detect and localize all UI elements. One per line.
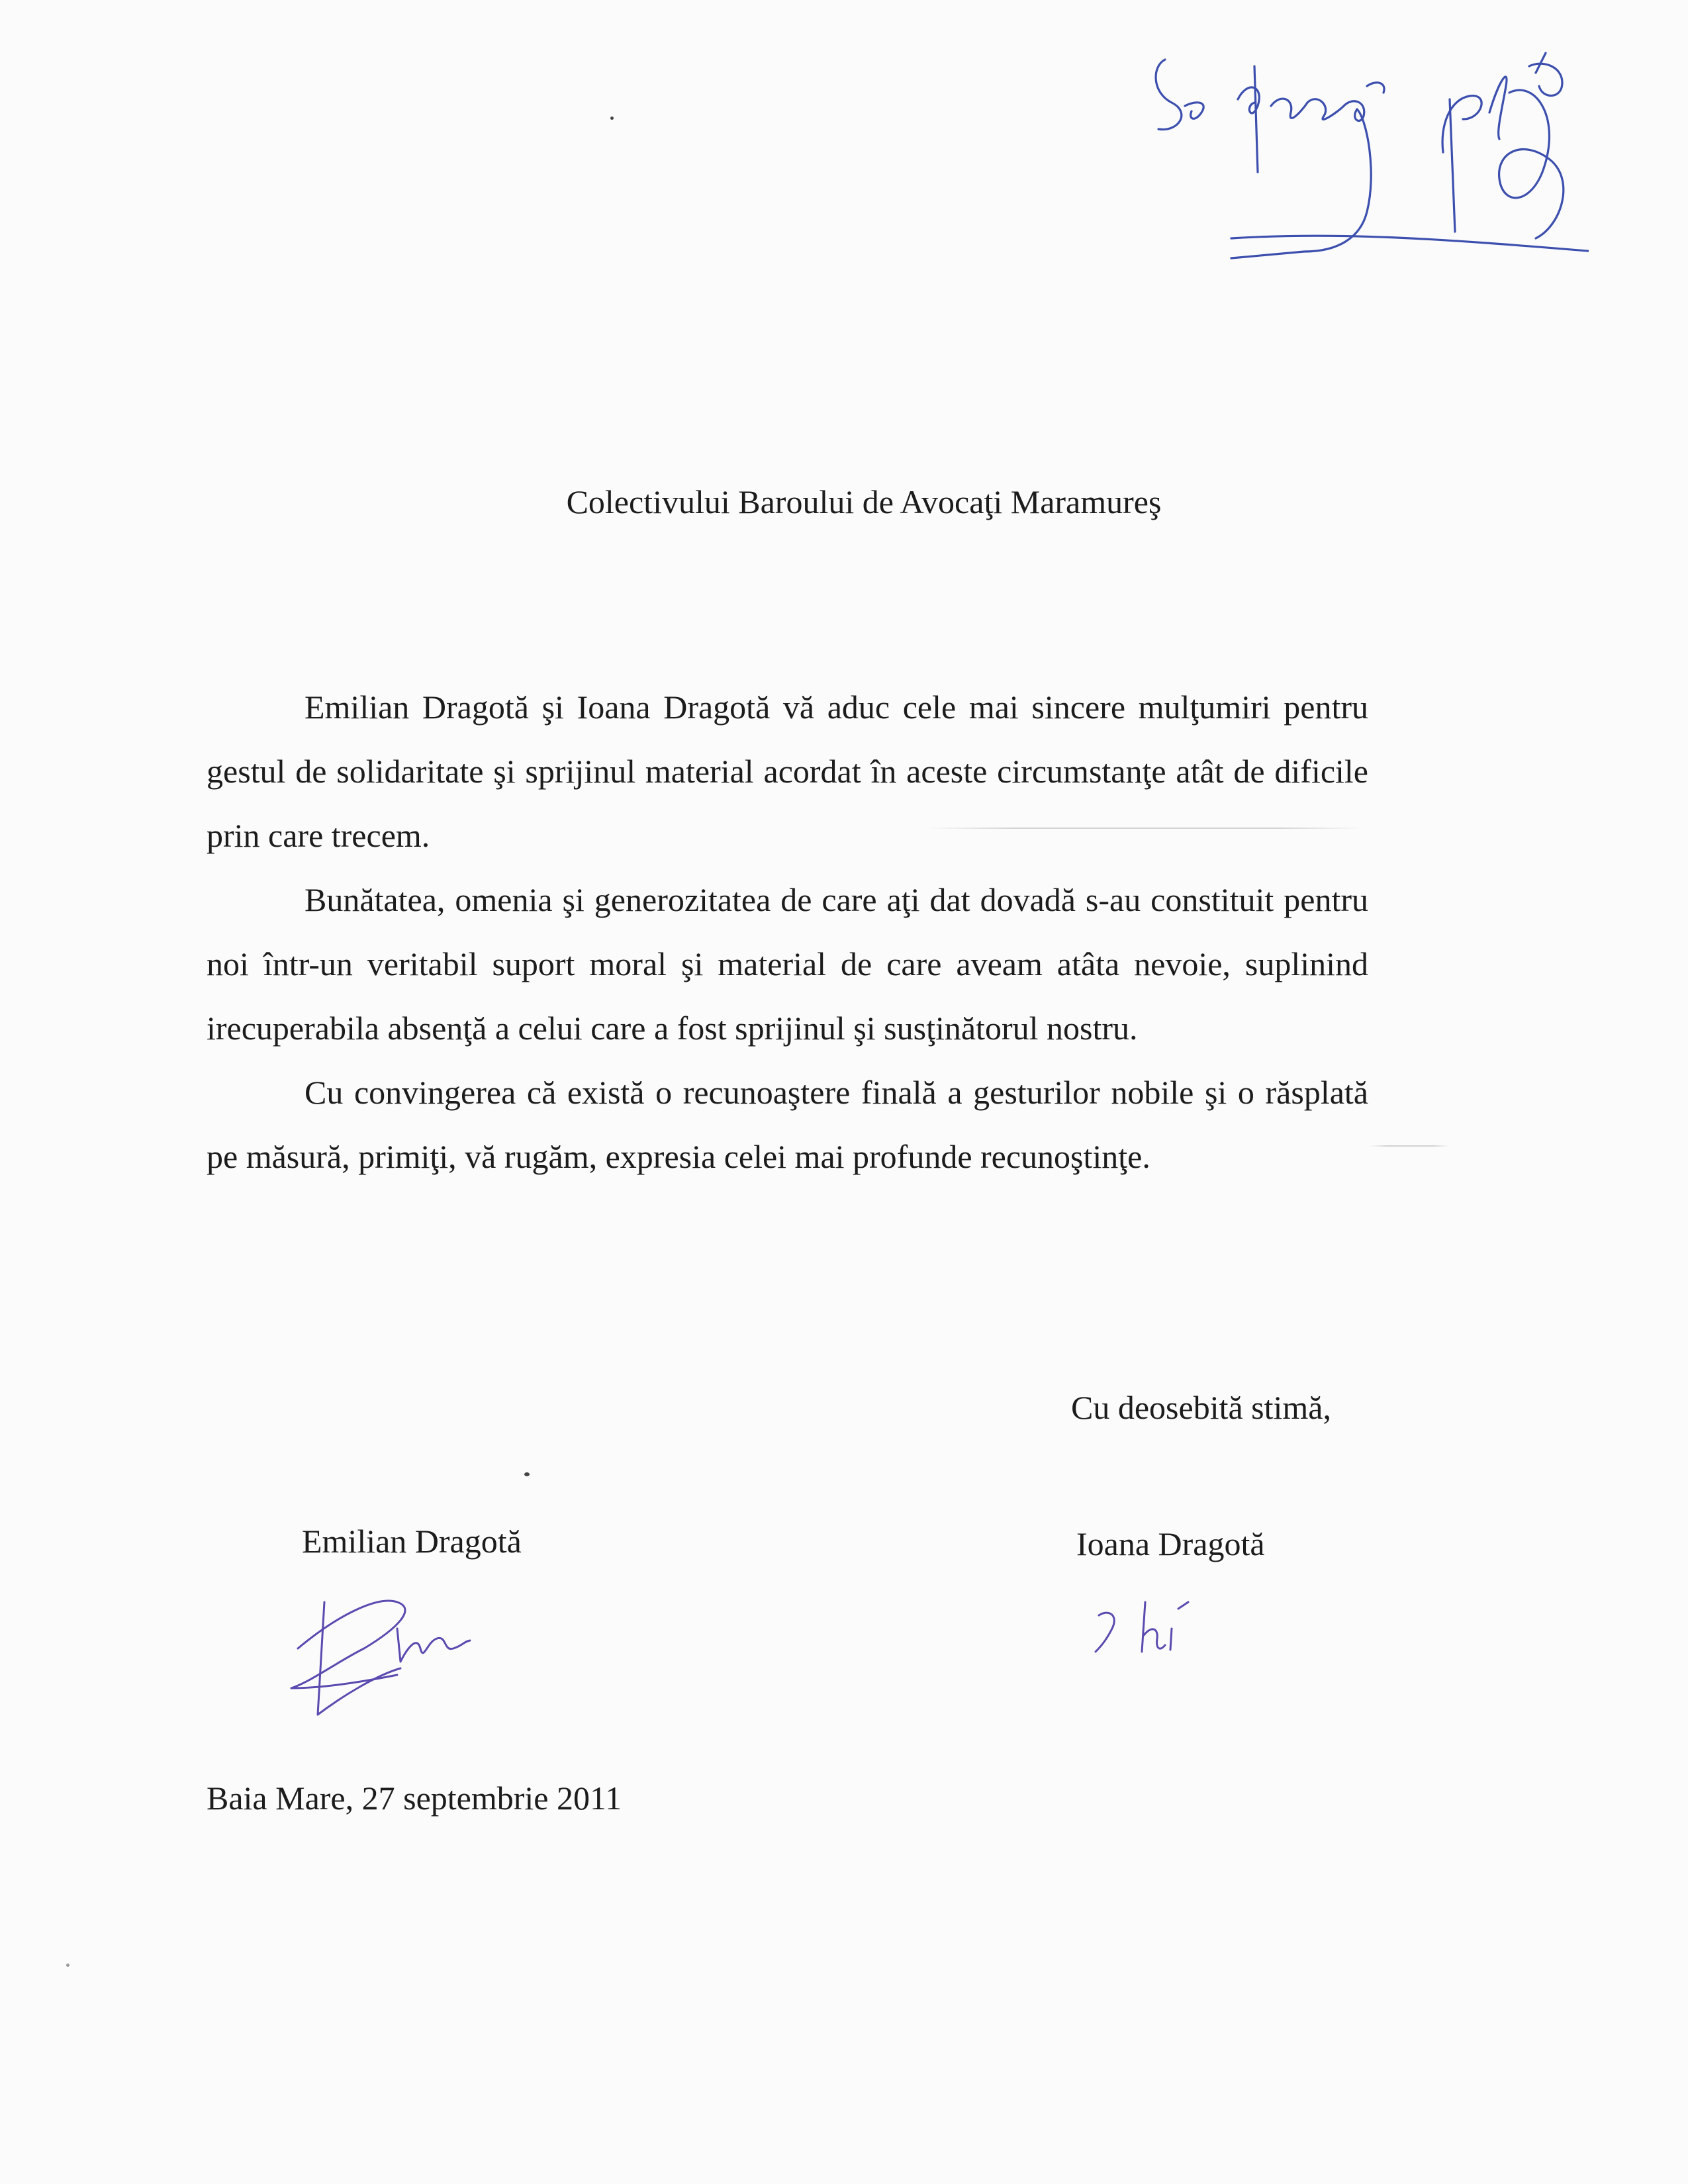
closing-salutation: Cu deosebită stimă,: [1071, 1389, 1331, 1426]
letter-body: [207, 675, 1368, 1189]
scan-speck: [610, 117, 614, 120]
signature-right: [1086, 1589, 1218, 1668]
signer-name-left: Emilian Dragotă: [302, 1523, 522, 1560]
scan-speck: [524, 1472, 530, 1476]
body-paragraph: Bunătatea, omenia şi generozitatea de care aţi dat dovadă s-au constituit pentru noi într-un veritabil suport moral şi material de care aveam atâta nevoie, suplinind irecuperabila absenţă a celui care a fost sprijinul şi susţinătorul nostru.: [207, 881, 1368, 1047]
place-and-date: Baia Mare, 27 septembrie 2011: [207, 1780, 622, 1817]
scan-streak: [1370, 1145, 1450, 1147]
signature-left: [285, 1589, 503, 1721]
scan-speck: [66, 1964, 70, 1967]
addressee-heading: Colectivului Baroului de Avocaţi Maramureş: [566, 483, 1162, 520]
signer-name-right: Ioana Dragotă: [1076, 1525, 1265, 1562]
approval-annotation-handwriting: [1139, 40, 1589, 278]
body-paragraph: Cu convingerea că există o recunoaştere finală a gesturilor nobile şi o răsplată pe măsură, primiţi, vă rugăm, expresia celei mai profunde recunoştinţe.: [207, 1074, 1368, 1175]
body-paragraph: Emilian Dragotă şi Ioana Dragotă vă aduc cele mai sincere mulţumiri pentru gestul de solidaritate şi sprijinul material acordat în aceste circumstanţe atât de dificile prin care trecem.: [207, 688, 1368, 854]
